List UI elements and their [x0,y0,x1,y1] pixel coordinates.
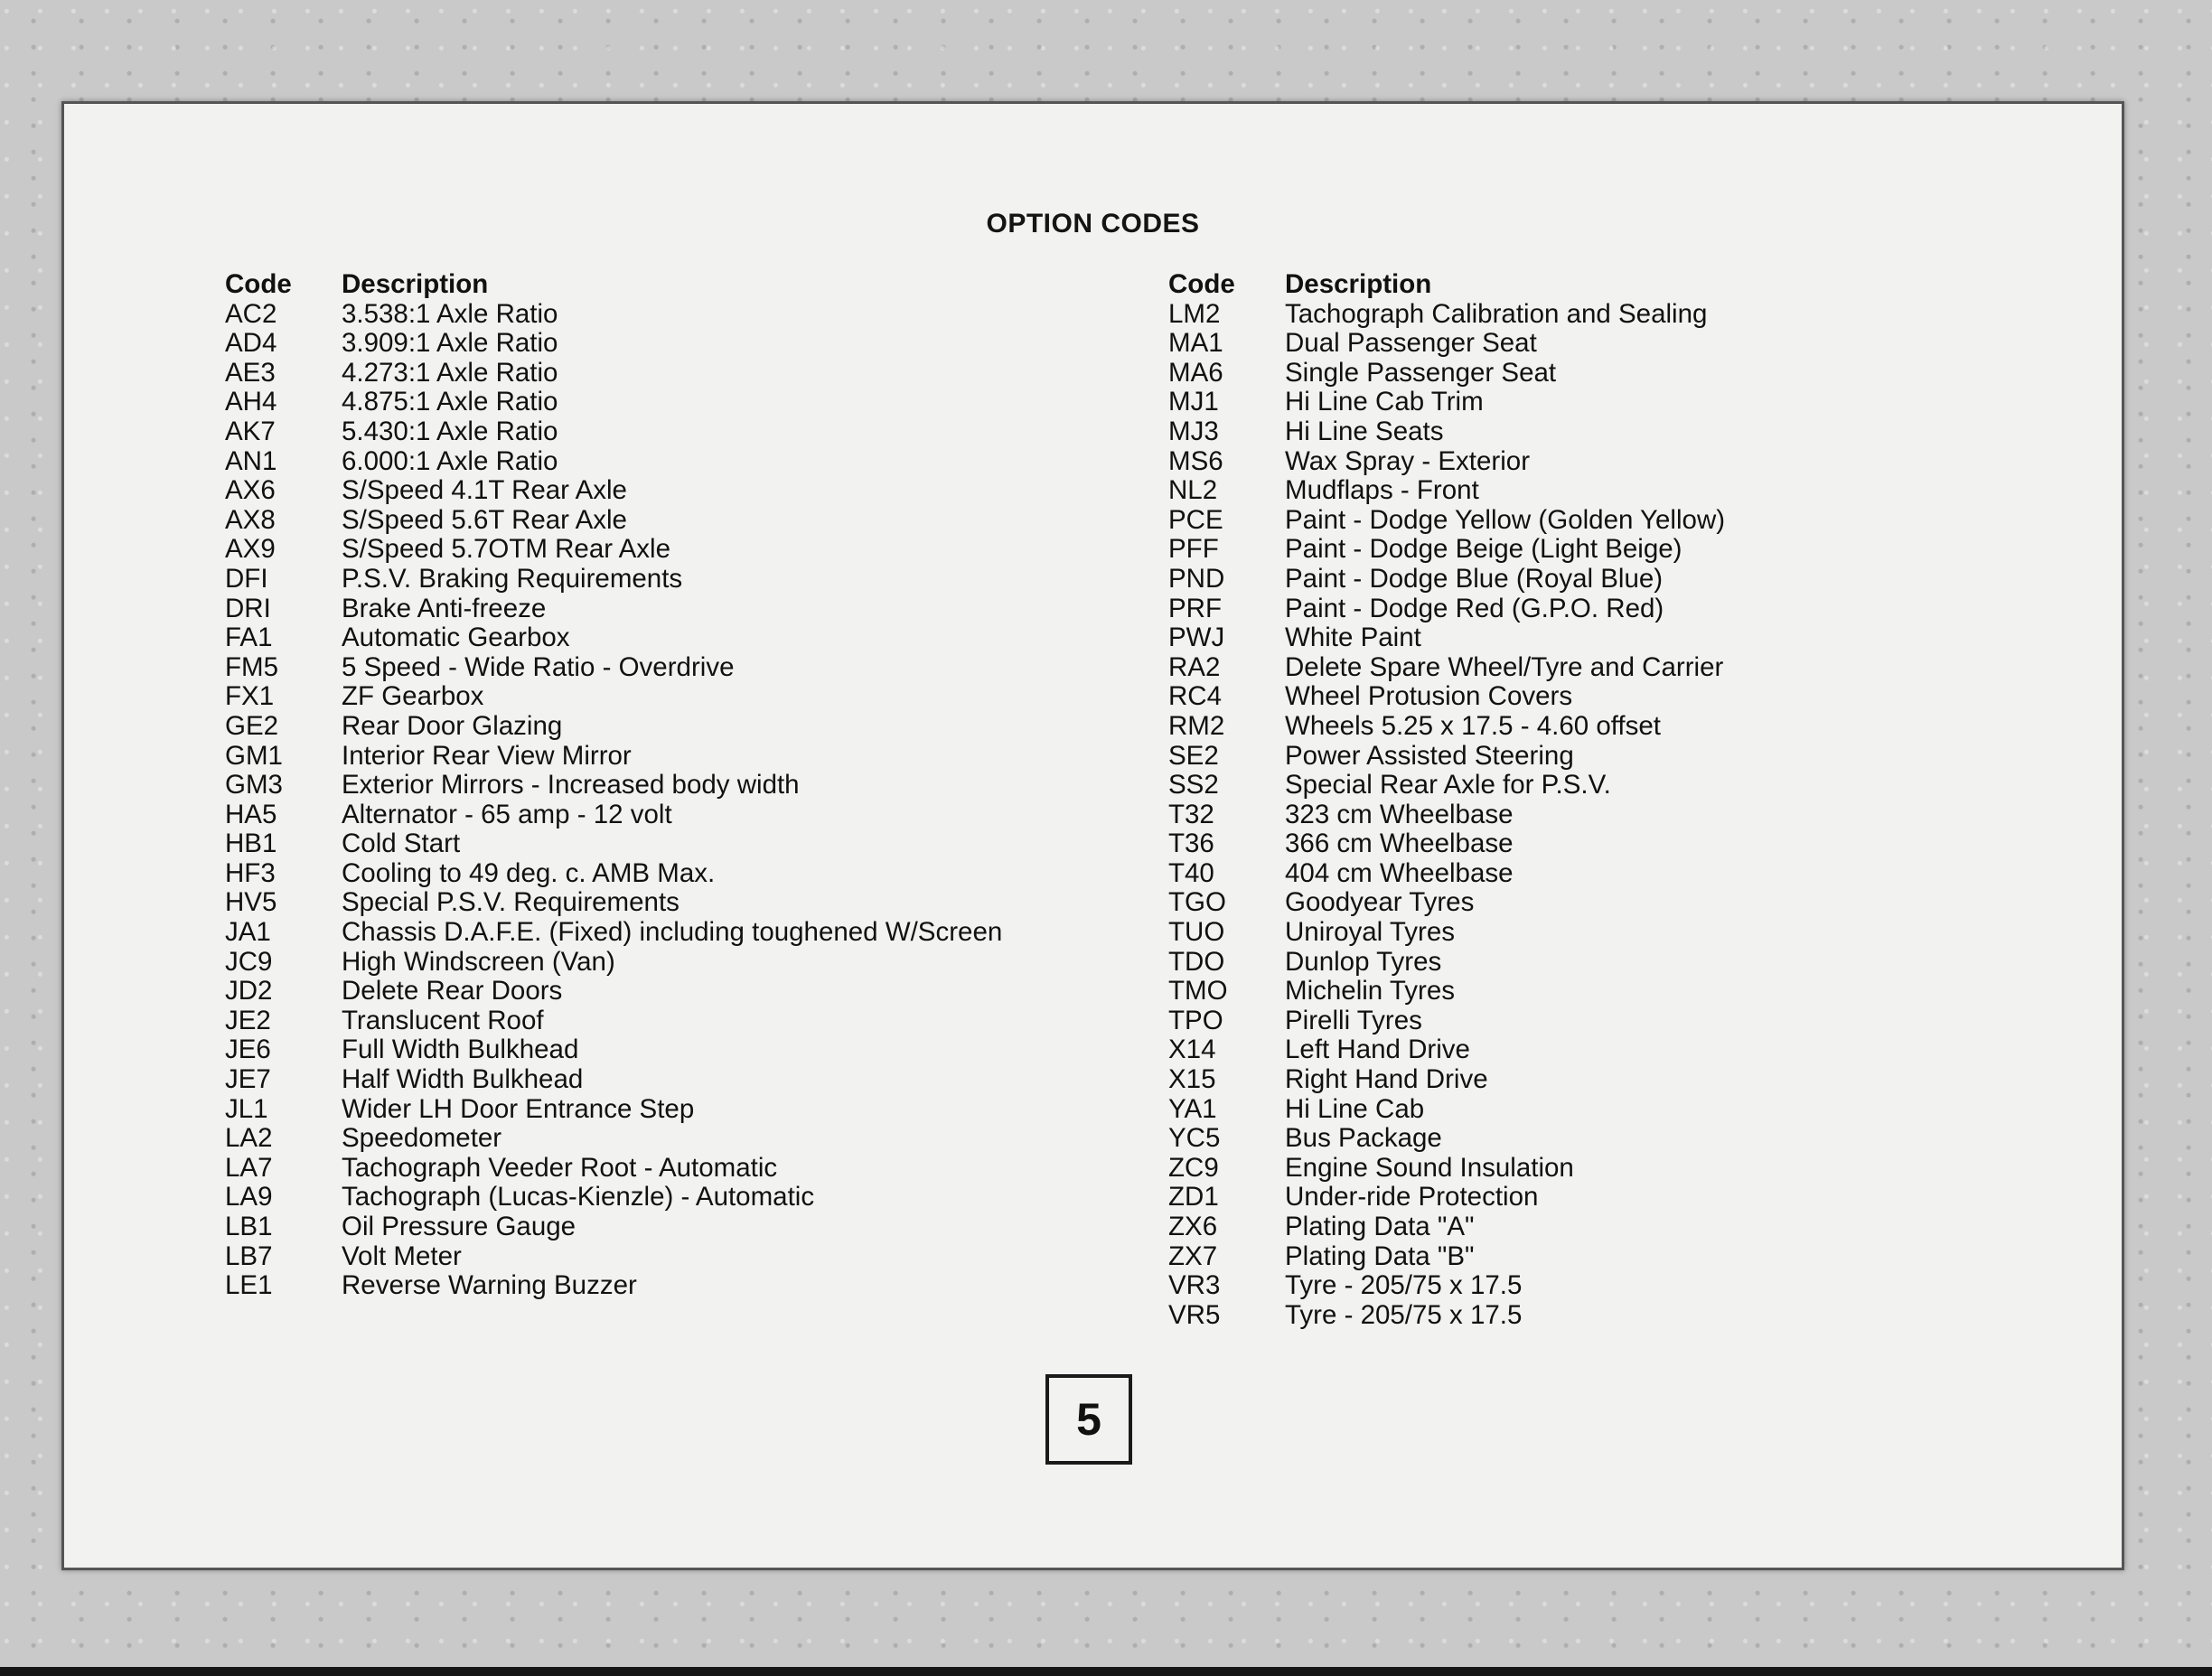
option-description: Paint - Dodge Blue (Royal Blue) [1285,563,1664,594]
option-code: AX8 [225,504,276,535]
option-code-row [1168,329,2072,359]
option-description: Wheel Protusion Covers [1285,681,1573,712]
option-code-row [225,1271,1092,1301]
option-description: Interior Rear View Mirror [342,740,632,771]
option-code-row [1168,1095,2072,1125]
option-code: RM2 [1168,710,1225,741]
option-code-row [225,476,1092,506]
option-code-row [1168,1271,2072,1301]
option-description: 404 cm Wheelbase [1285,857,1514,888]
option-description: Alternator - 65 amp - 12 volt [342,799,672,829]
option-code-row [1168,682,2072,712]
option-code: GE2 [225,710,279,741]
option-description: 323 cm Wheelbase [1285,799,1514,829]
option-code: TUO [1168,917,1225,948]
option-description: 3.538:1 Axle Ratio [342,298,558,329]
option-code-row [225,829,1092,859]
option-code: AX9 [225,534,276,565]
description-header: Description [1285,269,1432,299]
option-code-row [225,506,1092,536]
option-description: P.S.V. Braking Requirements [342,563,683,594]
option-description: S/Speed 4.1T Rear Axle [342,475,627,506]
option-description: 5 Speed - Wide Ratio - Overdrive [342,651,735,682]
option-description: Tyre - 205/75 x 17.5 [1285,1270,1523,1301]
option-code-row [1168,417,2072,447]
option-description: Rear Door Glazing [342,710,563,741]
option-code: JE7 [225,1064,271,1095]
option-code-row [1168,771,2072,801]
page-title: OPTION CODES [986,209,1200,239]
option-code: AE3 [225,357,276,388]
option-code-row [225,1095,1092,1125]
option-description: Hi Line Cab [1285,1093,1425,1124]
option-code: LB1 [225,1212,273,1241]
option-description: Wheels 5.25 x 17.5 - 4.60 offset [1285,710,1661,741]
option-code: SE2 [1168,740,1219,771]
option-code-row [1168,1242,2072,1272]
option-description: S/Speed 5.7OTM Rear Axle [342,534,671,565]
option-code-row [225,417,1092,447]
option-description: Automatic Gearbox [342,623,570,653]
option-code-row [1168,829,2072,859]
option-code: LA9 [225,1182,273,1213]
option-code: MJ1 [1168,387,1219,417]
option-code-row [225,918,1092,948]
option-code-row [225,653,1092,683]
option-description: Volt Meter [342,1241,462,1271]
option-code: JE6 [225,1035,271,1065]
option-code: LM2 [1168,298,1221,329]
option-code: MS6 [1168,445,1223,476]
option-description: Tyre - 205/75 x 17.5 [1285,1299,1523,1330]
option-code-row [1168,595,2072,624]
option-code-row [225,359,1092,389]
option-description: Paint - Dodge Red (G.P.O. Red) [1285,593,1664,623]
option-description: 6.000:1 Axle Ratio [342,445,558,476]
option-code: VR3 [1168,1270,1221,1301]
option-code-row [225,1007,1092,1036]
option-code-row [225,742,1092,772]
option-code-row [225,329,1092,359]
option-code: AC2 [225,298,277,329]
option-description: Paint - Dodge Yellow (Golden Yellow) [1285,504,1726,535]
option-code: TPO [1168,1005,1223,1035]
option-code-row [225,712,1092,742]
option-description: Single Passenger Seat [1285,357,1557,388]
option-code: JA1 [225,917,271,948]
option-description: 366 cm Wheelbase [1285,829,1514,859]
option-description: Delete Spare Wheel/Tyre and Carrier [1285,651,1724,682]
option-description: Chassis D.A.F.E. (Fixed) including toughened W/Screen [342,917,1003,948]
option-code: PND [1168,563,1225,594]
option-code-row [225,1242,1092,1272]
option-code: RA2 [1168,651,1221,682]
option-description: Tachograph Calibration and Sealing [1285,298,1708,329]
option-code-row [1168,918,2072,948]
option-code: ZD1 [1168,1182,1219,1213]
option-code: ZC9 [1168,1152,1219,1183]
option-code-row [225,948,1092,978]
option-description: 3.909:1 Axle Ratio [342,328,558,359]
option-code-row [1168,888,2072,918]
option-code: TDO [1168,946,1225,977]
option-description: High Windscreen (Van) [342,946,615,977]
option-code-row [225,565,1092,595]
option-code: AD4 [225,328,277,359]
option-code-row [225,1213,1092,1242]
option-description: Power Assisted Steering [1285,740,1574,771]
option-code-row [225,300,1092,330]
option-code: HV5 [225,887,277,918]
option-code-row [225,1124,1092,1154]
option-code-row [225,447,1092,477]
option-description: Uniroyal Tyres [1285,917,1455,948]
option-code: DRI [225,593,271,623]
option-code-row [1168,742,2072,772]
code-header: Code [1168,269,1235,299]
option-code-row [1168,948,2072,978]
option-description: Hi Line Cab Trim [1285,387,1484,417]
option-description: Bus Package [1285,1123,1442,1154]
option-code: YC5 [1168,1123,1221,1154]
option-description: Michelin Tyres [1285,976,1455,1007]
option-code: FX1 [225,681,275,712]
option-description: Cooling to 49 deg. c. AMB Max. [342,857,716,888]
option-code: AH4 [225,387,277,417]
option-code-row [1168,1035,2072,1065]
option-code-row [1168,977,2072,1007]
option-code: GM1 [225,740,283,771]
option-description: Engine Sound Insulation [1285,1152,1574,1183]
option-code-row [225,1154,1092,1184]
option-code: TMO [1168,976,1228,1007]
option-code-row [1168,712,2072,742]
option-description: Left Hand Drive [1285,1035,1470,1065]
option-description: Pirelli Tyres [1285,1005,1422,1035]
option-code-row [225,595,1092,624]
option-description: 4.875:1 Axle Ratio [342,387,558,417]
option-description: ZF Gearbox [342,681,484,712]
option-code: FA1 [225,623,273,653]
option-code-row [225,1183,1092,1213]
option-code: HF3 [225,857,276,888]
option-code: HA5 [225,799,277,829]
option-code-row [1168,1124,2072,1154]
option-code: X14 [1168,1035,1216,1065]
option-code-row [1168,623,2072,653]
option-code: ZX6 [1168,1212,1218,1241]
option-code-row [1168,506,2072,536]
option-code: HB1 [225,829,277,859]
option-code: JC9 [225,946,273,977]
option-code: MJ3 [1168,416,1219,446]
option-code-row [1168,447,2072,477]
option-description: Tachograph (Lucas-Kienzle) - Automatic [342,1182,815,1213]
option-code: AX6 [225,475,276,506]
option-description: Wider LH Door Entrance Step [342,1093,695,1124]
option-code: PRF [1168,593,1222,623]
option-description: Dunlop Tyres [1285,946,1442,977]
option-code: T40 [1168,857,1214,888]
option-code: FM5 [225,651,278,682]
option-code-row [225,1065,1092,1095]
option-description: Translucent Roof [342,1005,544,1035]
option-code: LE1 [225,1270,273,1301]
option-description: Special Rear Axle for P.S.V. [1285,770,1611,801]
option-code-row [1168,1007,2072,1036]
option-description: Reverse Warning Buzzer [342,1270,637,1301]
option-code-row [1168,1154,2072,1184]
option-code-row [1168,565,2072,595]
option-description: Full Width Bulkhead [342,1035,579,1065]
option-code-row [225,888,1092,918]
option-description: Plating Data "A" [1285,1212,1475,1241]
option-code: LA7 [225,1152,273,1183]
option-description: Dual Passenger Seat [1285,328,1537,359]
option-code-row [1168,1065,2072,1095]
option-description: Hi Line Seats [1285,416,1444,446]
option-description: White Paint [1285,623,1421,653]
option-code: PCE [1168,504,1223,535]
option-code: T32 [1168,799,1214,829]
option-code-row [1168,653,2072,683]
option-code-row [225,859,1092,889]
option-code-row [1168,801,2072,830]
option-code: AN1 [225,445,277,476]
option-description: Oil Pressure Gauge [342,1212,576,1241]
option-description: Half Width Bulkhead [342,1064,584,1095]
option-code-row [1168,859,2072,889]
option-code: MA1 [1168,328,1223,359]
option-code: JE2 [225,1005,271,1035]
code-header: Code [225,269,292,299]
option-code: YA1 [1168,1093,1217,1124]
option-code-row [1168,476,2072,506]
option-code-row [225,977,1092,1007]
description-header: Description [342,269,489,299]
option-code-row [225,771,1092,801]
option-description: Plating Data "B" [1285,1241,1475,1271]
option-description: Tachograph Veeder Root - Automatic [342,1152,778,1183]
document-page [61,101,2124,1570]
column-header [225,270,1092,300]
option-description: Exterior Mirrors - Increased body width [342,770,800,801]
option-code: PFF [1168,534,1219,565]
scan-edge [0,1667,2212,1676]
option-code: PWJ [1168,623,1225,653]
option-code-row [225,535,1092,565]
option-code-row [1168,535,2072,565]
option-code-row [1168,1301,2072,1331]
option-code-row [225,1035,1092,1065]
option-code: AK7 [225,416,276,446]
option-description: Under-ride Protection [1285,1182,1539,1213]
option-code: T36 [1168,829,1214,859]
option-code-row [1168,300,2072,330]
option-code: SS2 [1168,770,1219,801]
option-code: VR5 [1168,1299,1221,1330]
option-code: ZX7 [1168,1241,1218,1271]
option-description: Brake Anti-freeze [342,593,547,623]
option-code: MA6 [1168,357,1223,388]
option-codes-left-column [225,270,1092,1301]
option-code: DFI [225,563,268,594]
option-codes-right-column [1168,270,2072,1330]
option-code: LA2 [225,1123,273,1154]
option-code-row [1168,1213,2072,1242]
option-description: Right Hand Drive [1285,1064,1488,1095]
option-code: TGO [1168,887,1226,918]
option-description: Special P.S.V. Requirements [342,887,680,918]
option-code: JD2 [225,976,273,1007]
option-code: X15 [1168,1064,1216,1095]
option-description: S/Speed 5.6T Rear Axle [342,504,627,535]
column-header [1168,270,2072,300]
option-code-row [225,801,1092,830]
option-code-row [225,623,1092,653]
option-code-row [1168,388,2072,417]
option-code-row [1168,359,2072,389]
option-code-row [225,388,1092,417]
option-code: JL1 [225,1093,268,1124]
option-description: Speedometer [342,1123,502,1154]
option-description: Mudflaps - Front [1285,475,1479,506]
option-code: LB7 [225,1241,273,1271]
option-description: 4.273:1 Axle Ratio [342,357,558,388]
option-description: Goodyear Tyres [1285,887,1475,918]
option-code: RC4 [1168,681,1223,712]
option-code-row [225,682,1092,712]
option-code: GM3 [225,770,283,801]
page-number: 5 [1045,1374,1132,1465]
option-description: Delete Rear Doors [342,976,563,1007]
option-description: Paint - Dodge Beige (Light Beige) [1285,534,1682,565]
option-description: 5.430:1 Axle Ratio [342,416,558,446]
option-description: Cold Start [342,829,461,859]
option-code: NL2 [1168,475,1218,506]
option-code-row [1168,1183,2072,1213]
option-description: Wax Spray - Exterior [1285,445,1531,476]
